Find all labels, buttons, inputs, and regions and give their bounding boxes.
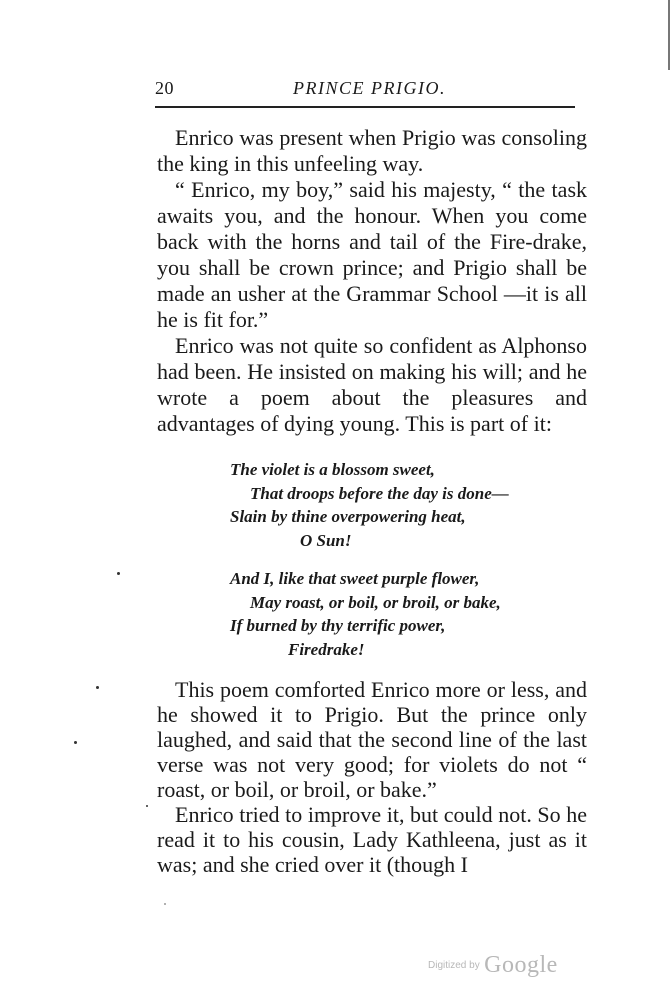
- paragraph: Enrico was present when Prigio was consoling the king in this unfeeling way.: [157, 125, 587, 176]
- page-header: [155, 78, 575, 100]
- paragraph: This poem comforted Enrico more or less, and he showed it to Prigio. But the prince only laughed, and said that the second line of the last verse was not very good; for violets do not “ roast, or boil, or broil, or bake.”: [157, 677, 587, 802]
- page-number: 20: [155, 78, 174, 98]
- paragraph: “ Enrico, my boy,” said his majesty, “ the task awaits you, and the honour. When you come back with the horns and tail of the Fire-drake, you shall be crown prince; and Prigio shall be made an usher at the Grammar School —it is all he is fit for.”: [157, 177, 587, 332]
- google-logo: Google: [484, 952, 558, 978]
- poem: [230, 458, 560, 676]
- body-text-bottom: [157, 677, 587, 877]
- digitized-by-watermark: [428, 952, 558, 979]
- poem-line: Firedrake!: [288, 639, 365, 659]
- scan-speck: [96, 686, 99, 689]
- running-title: PRINCE PRIGIO.: [293, 78, 446, 98]
- poem-line: If burned by thy terrific power,: [230, 616, 446, 635]
- watermark-prefix: Digitized by: [428, 960, 480, 971]
- poem-line: That droops before the day is done—: [250, 483, 509, 503]
- poem-line: Slain by thine overpowering heat,: [230, 507, 466, 526]
- poem-line: The violet is a blossom sweet,: [230, 460, 435, 479]
- header-rule: [155, 106, 575, 108]
- scan-speck: [146, 805, 148, 807]
- scan-speck: [74, 741, 77, 744]
- poem-line: May roast, or boil, or broil, or bake,: [250, 592, 501, 612]
- poem-line: O Sun!: [300, 530, 352, 550]
- paragraph: Enrico tried to improve it, but could not. So he read it to his cousin, Lady Kathleena, just as it was; and she cried over it (though I: [157, 802, 587, 877]
- poem-stanza: [230, 567, 560, 661]
- scan-speck: [164, 903, 166, 905]
- poem-stanza: [230, 458, 560, 552]
- poem-line: And I, like that sweet purple flower,: [230, 569, 480, 588]
- paragraph: Enrico was not quite so confident as Alphonso had been. He insisted on making his will; and he wrote a poem about the pleasures and advantages of dying young. This is part of it:: [157, 333, 587, 436]
- body-text-top: [157, 125, 587, 437]
- scan-speck: [117, 572, 120, 575]
